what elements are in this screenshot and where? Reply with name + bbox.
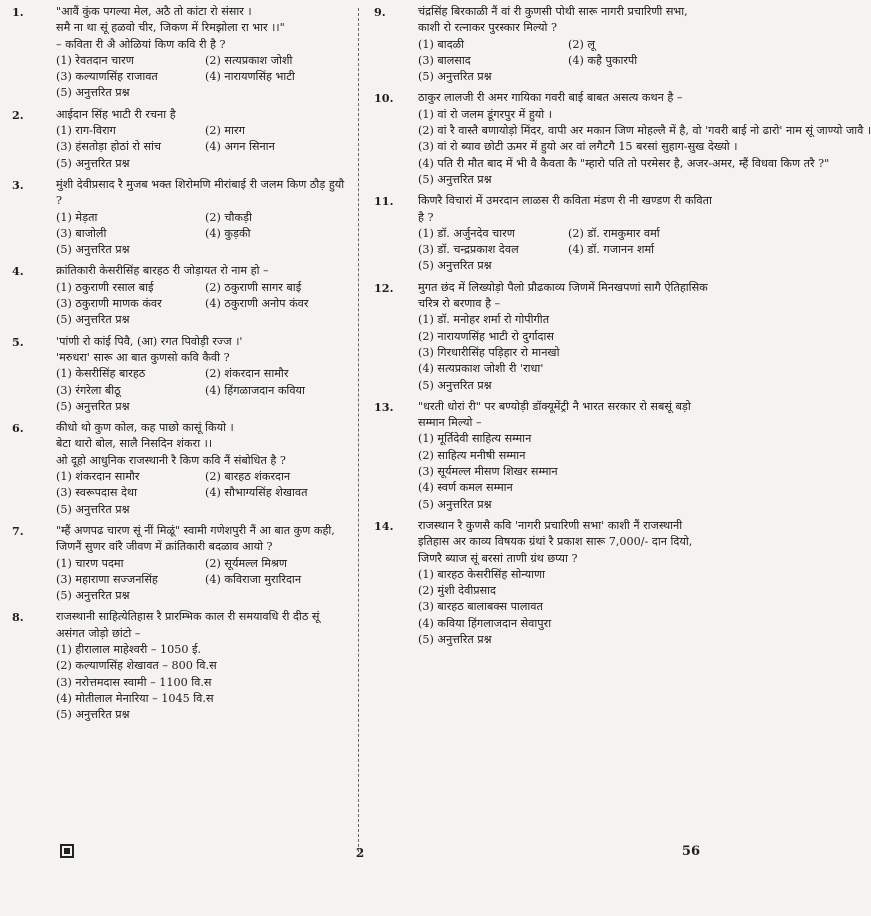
- answer-option: (2) सूर्यमल्ल मिश्रण: [205, 556, 287, 570]
- question-body: [418, 280, 712, 394]
- answer-option: (2) वां रै वास्तै बणायोड़ो मिंदर, वापी अर मकान जिण मोहल्लै में है, वो 'गवरी बाई नो ढारो' नाम सूं जाण्यो जावै ।: [418, 124, 871, 138]
- answer-option: (2) डॉ. रामकुमार वर्मा: [568, 226, 660, 240]
- question-item: [372, 399, 712, 513]
- answer-option: (3) गिरधारीसिंह पड़िहार रो मानखो: [418, 345, 560, 359]
- options-list: [418, 431, 712, 512]
- answer-option: (2) ठकुराणी सागर बाई: [205, 280, 302, 294]
- answer-option: (3) महाराणा सज्जनसिंह: [56, 572, 158, 586]
- question-body: [56, 4, 348, 102]
- answer-option: (4) मोतीलाल मेनारिया – 1045 वि.स: [56, 691, 214, 705]
- options-list: [418, 107, 871, 188]
- answer-option: (5) अनुत्तरित प्रश्न: [56, 243, 130, 257]
- answer-option: (1) रेवतदान चारण: [56, 53, 134, 67]
- question-item: [10, 609, 348, 723]
- answer-option: (1) हीरालाल माहेश्वरी – 1050 ई.: [56, 642, 202, 656]
- answer-option: (2) बारहठ शंकरदान: [205, 470, 291, 484]
- question-number: 11.: [374, 194, 394, 209]
- answer-option: (5) अनुत्तरित प्रश्न: [418, 259, 492, 273]
- question-number: 3.: [12, 177, 24, 192]
- answer-option: (5) अनुत्तरित प्रश्न: [56, 502, 130, 516]
- question-body: [418, 518, 712, 648]
- question-text: कीधो थो कुण कोल, कह पाछो कासूं कियो । बेटा थारो बोल, सालै निसदिन शंकरा ।। ओ दूहो आधुनिक राजस्थानी रै किण कवि नैं संबोधित है ?: [56, 421, 286, 467]
- question-body: [56, 107, 348, 172]
- answer-option: (5) अनुत्तरित प्रश्न: [56, 399, 130, 413]
- answer-option: (2) मुंशी देवीप्रसाद: [418, 584, 496, 598]
- answer-option: (3) रंगरेला बीठू: [56, 383, 121, 397]
- question-number: 9.: [374, 5, 386, 19]
- options-list: [418, 567, 712, 648]
- answer-option: (2) चौकड़ी: [205, 210, 252, 224]
- question-text: चंद्रसिंह बिरकाळी नैं वां री कुणसी पोथी सारू नागरी प्रचारिणी सभा, काशी रो रत्नाकर पुरस्कार मिल्यो ?: [418, 5, 688, 35]
- question-text: "आवैं कुंक पगल्या मेल, अठै तो कांटा रो संसार । समै ना था सूं हळवो चीर, जिकण में रिमझोला रा भार ।।" – कविता री अै ओळियां किण कवि री है ?: [56, 5, 285, 51]
- question-text: मुंशी देवीप्रसाद रै मुजब भक्त शिरोमणि मीरांबाई री जलम किण ठौड़ हुयौ ?: [56, 177, 345, 208]
- answer-option: (1) डॉ. अर्जुनदेव चारण: [418, 226, 515, 240]
- answer-option: (5) अनुत्तरित प्रश्न: [418, 632, 492, 646]
- answer-option: (1) बादळी: [418, 37, 465, 51]
- answer-option: (3) डॉ. चन्द्रप्रकाश देवल: [418, 243, 519, 257]
- question-text: मुगत छंद में लिख्योड़ो पैलो प्रौढकाव्य जिणमें मिनखपणां सागै ऐतिहासिक चरित्र रो बरणाव है –: [418, 280, 708, 311]
- options-list: [56, 366, 348, 415]
- options-list: [56, 123, 348, 172]
- answer-option: (1) मेड़ता: [56, 210, 98, 224]
- answer-option: (5) अनुत्तरित प्रश्न: [56, 589, 130, 603]
- answer-option: (5) अनुत्तरित प्रश्न: [418, 497, 492, 511]
- answer-option: (4) कुड़की: [205, 226, 251, 240]
- answer-option: (3) हंसतोड़ा होठां रो सांच: [56, 140, 162, 154]
- question-item: [10, 107, 348, 172]
- answer-option: (1) बारहठ केसरीसिंह सोन्याणा: [418, 567, 545, 581]
- question-body: [418, 399, 712, 513]
- options-list: [56, 642, 348, 723]
- answer-option: (4) स्वर्ण कमल सम्मान: [418, 481, 513, 495]
- options-list: [418, 226, 712, 275]
- answer-option: (2) साहित्य मनीषी सम्मान: [418, 448, 526, 462]
- answer-option: (3) बालसाद: [418, 53, 471, 67]
- answer-option: (3) स्वरूपदास देथा: [56, 486, 137, 500]
- question-body: [418, 90, 871, 188]
- answer-option: (4) कविराजा मुरारिदान: [205, 572, 302, 586]
- question-item: [372, 280, 712, 394]
- question-number: 1.: [12, 5, 24, 19]
- answer-option: (4) पति री मौत बाद में भी वै कैवता कै "म्हारो पति तो परमेसर है, अजर-अमर, म्हैं विधवा किण तरै ?": [418, 156, 830, 170]
- question-body: [56, 420, 348, 518]
- answer-option: (5) अनुत्तरित प्रश्न: [418, 172, 492, 186]
- question-text: किणरै विचारां में उमरदान लाळस री कविता मंडण री नी खण्डण री कविता है ?: [418, 194, 712, 224]
- question-number: 14.: [374, 518, 394, 533]
- answer-option: (1) वां रो जलम डूंगरपुर में हुयो ।: [418, 107, 552, 121]
- answer-option: (2) मारग: [205, 124, 245, 138]
- answer-option: (3) कल्याणसिंह राजावत: [56, 70, 158, 84]
- question-item: [10, 334, 348, 415]
- options-list: [56, 280, 348, 329]
- answer-option: (3) वां रो ब्याव छोटी ऊमर में हुयो अर वां लगैटगै 15 बरसां सुहाग-सुख देख्यो ।: [418, 140, 738, 154]
- answer-option: (4) ठकुराणी अनोप कंवर: [205, 297, 309, 311]
- options-list: [56, 469, 348, 518]
- answer-option: (1) डॉ. मनोहर शर्मा रो गोपीगीत: [418, 313, 550, 327]
- question-body: [56, 523, 348, 604]
- options-list: [418, 312, 712, 393]
- question-text: 'पांणी रो कांई पिवै, (आ) रगत पिवोड़ी रज्ज ।' 'मरुधरा' सारू आ बात कुणसो कवि कैवी ?: [56, 334, 243, 364]
- answer-option: (4) नारायणसिंह भाटी: [205, 70, 295, 84]
- question-text: राजस्थानी साहित्येतिहास रै प्रारम्भिक काल री समयावधि री दीठ सूं असंगत जोड़ो छांटो –: [56, 610, 320, 640]
- question-number: 10.: [374, 91, 394, 106]
- answer-option: (1) चारण पदमा: [56, 556, 124, 570]
- answer-option: (1) राग-विराग: [56, 124, 116, 138]
- answer-option: (4) सत्यप्रकाश जोशी री 'राधा': [418, 362, 544, 376]
- answer-option: (3) बाजोली: [56, 226, 107, 240]
- answer-option: (2) नारायणसिंह भाटी रो दुर्गादास: [418, 329, 554, 343]
- question-body: [418, 193, 712, 274]
- answer-option: (1) शंकरदान सामौर: [56, 470, 140, 484]
- question-number: 5.: [12, 334, 24, 349]
- question-body: [56, 609, 348, 723]
- question-item: [372, 4, 712, 85]
- answer-option: (3) बारहठ बालाबक्स पालावत: [418, 600, 543, 614]
- answer-option: (2) शंकरदान सामौर: [205, 367, 289, 381]
- right-column: [372, 4, 871, 653]
- question-item: [10, 263, 348, 328]
- question-body: [56, 177, 348, 258]
- question-text: "म्हैं अणपढ चारण सूं नीं मिळूं" स्वामी गणेशपुरी नैं आ बात कुण कही, जिणनैं सुणर वांरै जीवण में क्रांतिकारी बदळाव आयो ?: [56, 523, 335, 554]
- question-text: "धरती धोरां री" पर बण्योड़ी डॉक्यूमेंट्री नै भारत सरकार रो सबसूं बड़ो सम्मान मिल्यो –: [418, 399, 691, 430]
- options-list: [56, 210, 348, 259]
- options-list: [56, 53, 348, 102]
- answer-option: (1) केसरीसिंह बारहठ: [56, 367, 146, 381]
- question-item: [10, 177, 348, 258]
- question-item: [10, 523, 348, 604]
- question-item: [372, 518, 712, 648]
- answer-option: (5) अनुत्तरित प्रश्न: [418, 70, 492, 84]
- page-number-right: 56: [681, 844, 700, 859]
- page-number-center: 2: [355, 846, 365, 860]
- question-text: ठाकुर लालजी री अमर गायिका गवरी बाई बाबत असत्य कथन है –: [418, 91, 683, 105]
- answer-option: (5) अनुत्तरित प्रश्न: [56, 708, 130, 722]
- question-text: राजस्थान रै कुणसै कवि 'नागरी प्रचारिणी सभा' काशी नैं राजस्थानी इतिहास अर काव्य विषयक ग्रंथां रै प्रकाश सारू 7,000/- दान दियो, जिणरै ब्याज सूं बरसां ताणी ग्रंथ छप्या ?: [418, 518, 693, 565]
- question-item: [10, 420, 348, 518]
- question-number: 6.: [12, 421, 24, 436]
- answer-option: (4) कविया हिंगलाजदान सेवापुरा: [418, 616, 552, 630]
- question-number: 13.: [374, 399, 394, 414]
- question-body: [56, 263, 348, 328]
- question-body: [56, 334, 348, 415]
- question-item: [10, 4, 348, 102]
- answer-option: (4) कहै पुकारपी: [568, 53, 638, 67]
- question-number: 7.: [12, 523, 24, 538]
- question-body: [418, 4, 712, 85]
- answer-option: (4) हिंगळाजदान कविया: [205, 383, 305, 397]
- answer-option: (1) मूर्तिदेवी साहित्य सम्मान: [418, 432, 532, 446]
- answer-option: (5) अनुत्तरित प्रश्न: [418, 378, 492, 392]
- answer-option: (3) ठकुराणी माणक कंवर: [56, 297, 162, 311]
- left-column: [10, 4, 348, 728]
- answer-option: (5) अनुत्तरित प्रश्न: [56, 86, 130, 100]
- question-number: 8.: [12, 610, 24, 625]
- answer-option: (3) नरोत्तमदास स्वामी – 1100 वि.स: [56, 675, 212, 689]
- question-text: क्रांतिकारी केसरीसिंह बारहठ री जोड़ायत रो नाम हो –: [56, 264, 269, 278]
- answer-option: (4) सौभाग्यसिंह शेखावत: [205, 486, 308, 500]
- answer-option: (1) ठकुराणी रसाल बाई: [56, 280, 154, 294]
- question-text: आईदान सिंह भाटी री रचना है: [56, 107, 176, 121]
- answer-option: (5) अनुत्तरित प्रश्न: [56, 156, 130, 170]
- column-divider: [358, 8, 359, 852]
- question-number: 12.: [374, 280, 394, 295]
- answer-option: (4) डॉ. गजानन शर्मा: [568, 243, 655, 257]
- question-item: [372, 193, 712, 274]
- answer-option: (2) कल्याणसिंह शेखावत – 800 वि.स: [56, 659, 217, 673]
- answer-option: (5) अनुत्तरित प्रश्न: [56, 313, 130, 327]
- answer-option: (3) सूर्यमल्ल मीसण शिखर सम्मान: [418, 465, 558, 479]
- options-list: [56, 556, 348, 605]
- options-list: [418, 37, 712, 86]
- question-item: [372, 90, 871, 188]
- question-number: 2.: [12, 107, 24, 122]
- answer-option: (2) सत्यप्रकाश जोशी: [205, 53, 293, 67]
- question-number: 4.: [12, 264, 24, 279]
- answer-option: (4) अगन सिनान: [205, 140, 275, 154]
- answer-option: (2) लू: [568, 37, 595, 51]
